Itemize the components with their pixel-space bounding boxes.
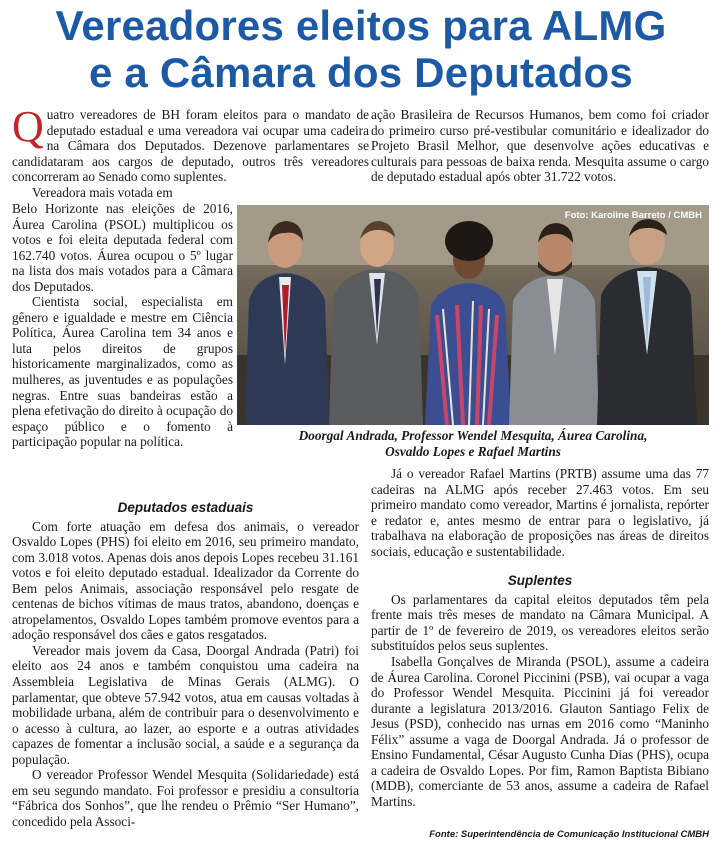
- estaduais-paragraph-1: Com forte atuação em defesa dos animais, o vereador Osvaldo Lopes (PHS) foi eleito em 2016, seu primeiro mandato, com 3.018 votos. Apenas dois anos depois Lopes recebeu 31.161 votos e foi eleito deputado estadual. Idealizador da Corrente do Bem pelos Animais, associação responsável pelo resgate de centenas de bichos vítimas de maus tratos, abandono, doenças e atropelamentos, Osvaldo Lopes também promove eventos para a adoção responsável dos cães e gatos resgatados.: [12, 518, 359, 643]
- headline-line-2: e a Câmara dos Deputados: [89, 49, 633, 96]
- suplentes-paragraph-2: Isabella Gonçalves de Miranda (PSOL), assume a cadeira de Áurea Carolina. Coronel Piccinini (PSB), vai ocupar a vaga do Professor Wendel Mesquita. Piccinini já foi vereador durante a legislatura 2013/2016. Glauton Santiago Felix de Jesus (PSD), conhecido nas urnas em 2016 como “Maninho Félix” assume a vaga de Doorgal Andrada. Já o professor de Ensino Fundamental, César Augusto Cunha Dias (PHS), ocupa a cadeira de Osvaldo Lopes. Por fim, Ramon Baptista Bibiano (MDB), comerciante de 53 anos, assume a cadeira de Rafael Martins.: [371, 654, 709, 809]
- photo-credit: Foto: Karoline Barreto / CMBH: [564, 210, 702, 221]
- estaduais-column: [12, 498, 359, 829]
- suplentes-paragraph-1: Os parlamentares da capital eleitos deputados têm pela frente mais três meses de mandato na Câmara Municipal. A partir de 1º de fevereiro de 2019, os vereadores eleitos serão substituídos pelos seus suplentes.: [371, 591, 709, 654]
- estaduais-paragraph-3: O vereador Professor Wendel Mesquita (Solidariedade) está em seu segundo mandato. Foi professor e presidiu a consultoria “Fábrica dos Sonhos”, que lhe rendeu o Prêmio “Ser Humano”, concedido pela Associ-: [12, 767, 359, 829]
- headline-line-1: Vereadores eleitos para ALMG: [55, 2, 667, 49]
- dropcap: Q: [12, 102, 44, 151]
- estaduais-paragraph-2: Vereador mais jovem da Casa, Doorgal Andrada (Patri) foi eleito aos 24 anos e também conquistou uma cadeira na Assembleia Legislativa de Minas Gerais (ALMG). O parlamentar, que obteve 57.942 votos, atua em causas voltadas à mobilidade urbana, além de contribuir para o desenvolvimento e o acesso à cultura, ao lazer, ao esporte e a outras atividades capazes de fomentar a inclusão social, a saúde e a segurança da população.: [12, 642, 359, 767]
- intro-paragraph-2-start: Vereadora mais votada em: [32, 184, 173, 200]
- group-photo: [237, 205, 709, 425]
- intro-paragraph-2-rest: Belo Horizonte nas eleições de 2016, Áurea Carolina (PSOL) multiplicou os votos e foi eleita deputada federal com 162.740 votos. Áurea ocupou o 5º lugar na lista dos mais votados para a Câmara dos Deputados.: [12, 201, 233, 294]
- mesquita-continuation: ação Brasileira de Recursos Humanos, bem como foi criador do primeiro curso pré-vestibular comunitário e idealizador do Projeto Brasil Melhor, que desenvolve ações educativas e culturais para pessoas de baixa renda. Mesquita assume o cargo de deputado estadual após obter 31.722 votos.: [371, 107, 709, 185]
- suplentes-title: Suplentes: [507, 573, 573, 589]
- intro-paragraph-3: Cientista social, especialista em gênero e igualdade e mestre em Ciência Política, Áurea Carolina tem 34 anos e luta pelos direitos de grupos historicamente marginalizados, como as mulheres, as juventudes e as populações negras. Entre suas bandeiras estão a plena efetivação do direito à ocupação do espaço público e o fomento à participação popular na política.: [12, 294, 233, 450]
- right-bottom-column: [371, 466, 709, 809]
- intro-paragraph-1: [12, 102, 369, 185]
- rafael-martins-paragraph: Já o vereador Rafael Martins (PRTB) assume uma das 77 cadeiras na ALMG após receber 27.463 votos. Em seu primeiro mandato como vereador, Martins é jornalista, repórter e redator e, antes mesmo de entrar para o legislativo, já trabalhava na elaboração de proposições nas áreas de direitos sociais, educação e sustentabilidade.: [371, 466, 709, 559]
- estaduais-title: Deputados estaduais: [117, 500, 254, 515]
- headline: [0, 2, 722, 96]
- intro-paragraph-1-text: uatro vereadores de BH foram eleitos para o mandato de deputado estadual e uma vereadora vai ocupar uma cadeira na Câmara dos Deputados. Dezenove parlamentares se candidataram aos cargos de deputado, outros três vereadores concorreram ao Senado como suplentes.: [12, 107, 369, 185]
- intro-column: [12, 102, 369, 200]
- narrow-column: [12, 201, 233, 450]
- photo-caption: [237, 428, 709, 460]
- source-credit: Fonte: Superintendência de Comunicação Institucional CMBH: [429, 829, 709, 840]
- right-top-column: [371, 107, 709, 185]
- group-photo-illustration: [237, 205, 709, 425]
- photo-caption-line-2: Osvaldo Lopes e Rafael Martins: [385, 444, 561, 459]
- photo-caption-line-1: Doorgal Andrada, Professor Wendel Mesquita, Áurea Carolina,: [298, 428, 648, 443]
